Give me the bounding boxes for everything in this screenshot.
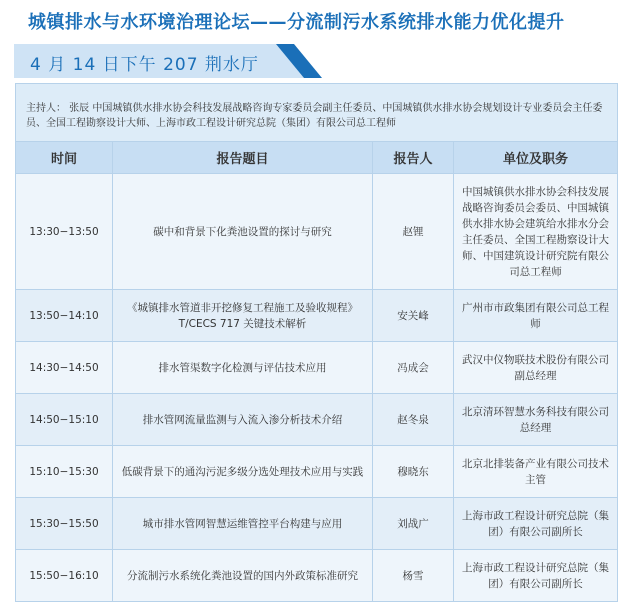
host-info: 主持人： 张辰 中国城镇供水排水协会科技发展战略咨询专家委员会副主任委员、中国城镇供水排水协会规划设计专业委员会主任委员、全国工程勘察设计大师、上海市政工程设计研究总院（集团）有限公司总工程师 (16, 84, 618, 142)
table-row (16, 394, 618, 446)
schedule-table (15, 83, 618, 602)
column-header-org: 单位及职务 (454, 142, 618, 174)
page-title: 城镇排水与水环境治理论坛——分流制污水系统排水能力优化提升 (28, 12, 565, 33)
column-header-time: 时间 (16, 142, 113, 174)
row-speaker: 杨雪 (373, 550, 454, 602)
row-time: 15:10−15:30 (16, 446, 113, 498)
session-date-room: 4 月 14 日下午 207 荆水厅 (30, 55, 259, 75)
row-org: 上海市政工程设计研究总院（集团）有限公司副所长 (454, 550, 618, 602)
row-topic: 城市排水管网智慧运维管控平台构建与应用 (113, 498, 373, 550)
row-org: 北京清环智慧水务科技有限公司总经理 (454, 394, 618, 446)
table-row (16, 446, 618, 498)
row-topic: 排水管网流量监测与入流入渗分析技术介绍 (113, 394, 373, 446)
table-header-row (16, 142, 618, 174)
row-speaker: 穆晓东 (373, 446, 454, 498)
row-time: 13:50−14:10 (16, 290, 113, 342)
table-row (16, 498, 618, 550)
row-speaker: 赵冬泉 (373, 394, 454, 446)
row-org: 武汉中仪物联技术股份有限公司副总经理 (454, 342, 618, 394)
column-header-topic: 报告题目 (113, 142, 373, 174)
session-banner (14, 44, 314, 78)
table-row (16, 290, 618, 342)
row-org: 上海市政工程设计研究总院（集团）有限公司副所长 (454, 498, 618, 550)
row-topic: 分流制污水系统化粪池设置的国内外政策标准研究 (113, 550, 373, 602)
row-time: 15:50−16:10 (16, 550, 113, 602)
row-speaker: 刘战广 (373, 498, 454, 550)
row-speaker: 安关峰 (373, 290, 454, 342)
table-row (16, 342, 618, 394)
table-row (16, 174, 618, 290)
row-time: 14:30−14:50 (16, 342, 113, 394)
row-time: 15:30−15:50 (16, 498, 113, 550)
row-org: 北京北排装备产业有限公司技术主管 (454, 446, 618, 498)
row-org: 广州市市政集团有限公司总工程师 (454, 290, 618, 342)
host-row (16, 84, 618, 142)
row-speaker: 赵锂 (373, 174, 454, 290)
row-topic: 排水管渠数字化检测与评估技术应用 (113, 342, 373, 394)
row-speaker: 冯成会 (373, 342, 454, 394)
row-topic: 碳中和背景下化粪池设置的探讨与研究 (113, 174, 373, 290)
row-topic: 《城镇排水管道非开挖修复工程施工及验收规程》T/CECS 717 关键技术解析 (113, 290, 373, 342)
table-row (16, 550, 618, 602)
column-header-speaker: 报告人 (373, 142, 454, 174)
row-topic: 低碳背景下的通沟污泥多级分选处理技术应用与实践 (113, 446, 373, 498)
row-org: 中国城镇供水排水协会科技发展战略咨询委员会委员、中国城镇供水排水协会建筑给水排水分会主任委员、全国工程勘察设计大师、中国建筑设计研究院有限公司总工程师 (454, 174, 618, 290)
row-time: 14:50−15:10 (16, 394, 113, 446)
row-time: 13:30−13:50 (16, 174, 113, 290)
